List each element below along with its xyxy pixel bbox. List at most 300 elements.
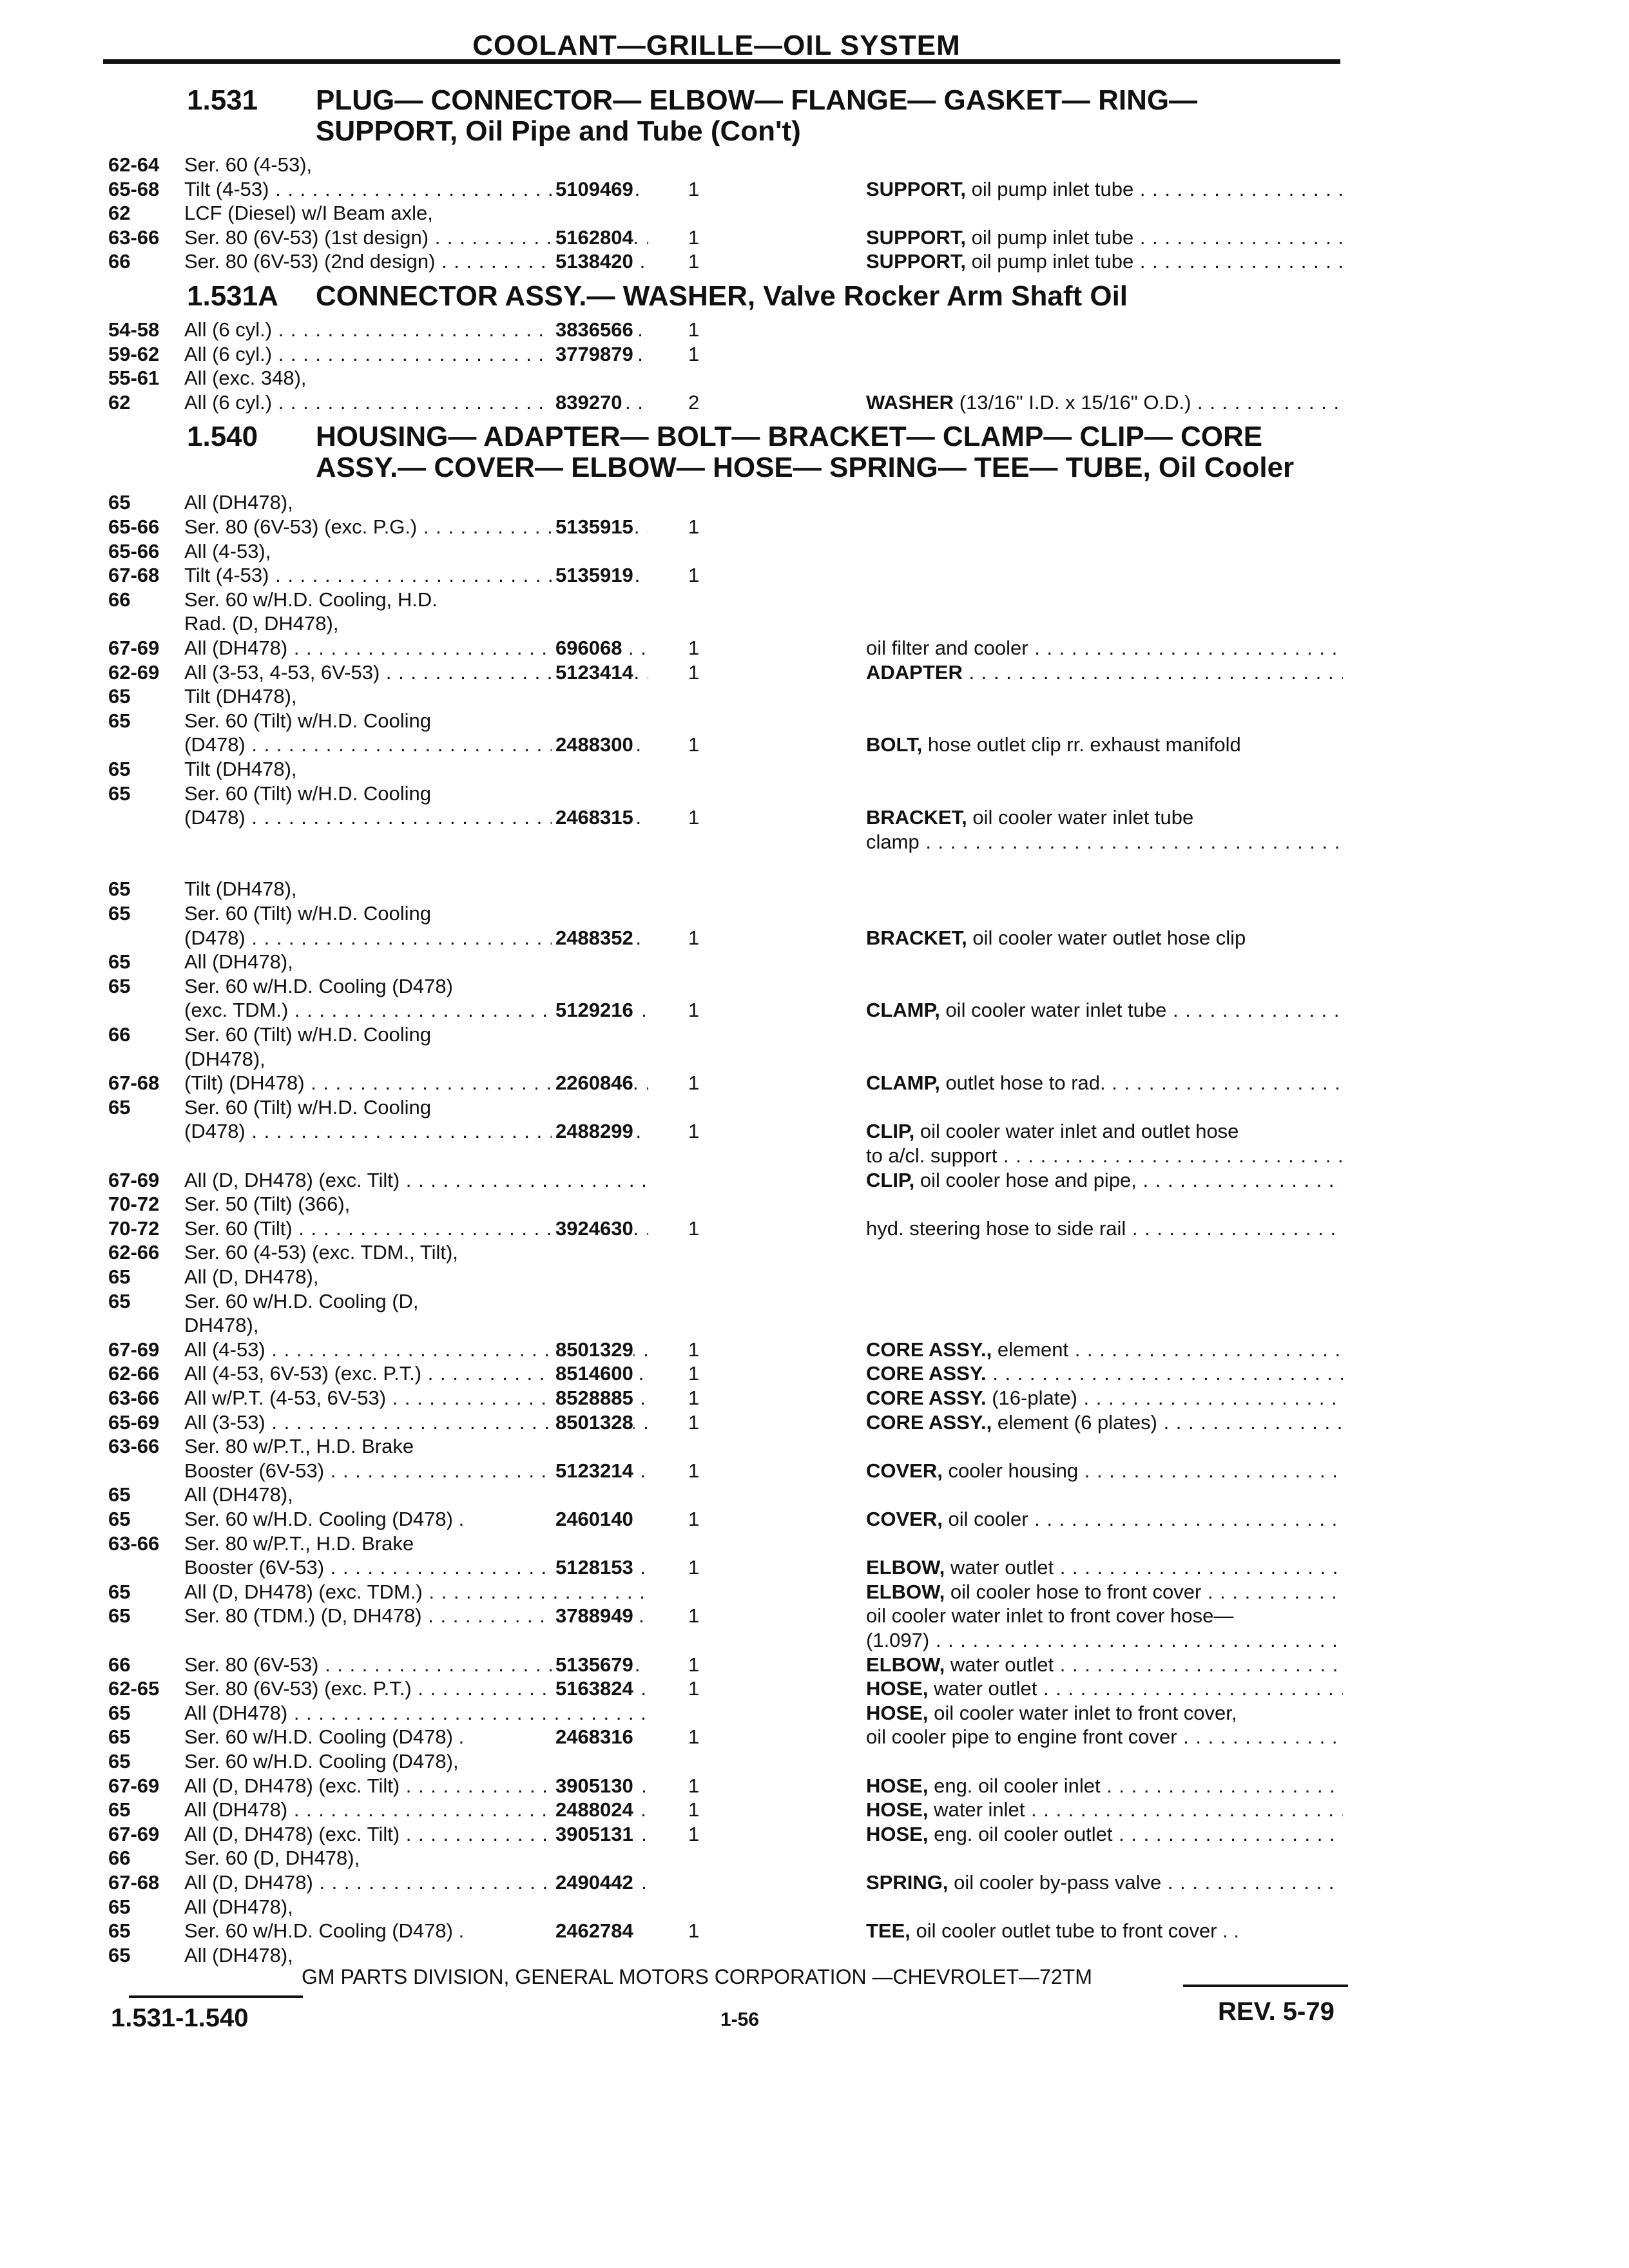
footer-revision: REV. 5-79 bbox=[1218, 1997, 1335, 2026]
description: CORE ASSY. . . . bbox=[866, 1362, 1343, 1385]
model-year: 70-72 bbox=[108, 1217, 160, 1240]
application: Ser. 60 (D, DH478), bbox=[184, 1847, 360, 1869]
model-year: 65 bbox=[108, 1798, 131, 1821]
table-row bbox=[108, 831, 1345, 854]
table-row bbox=[108, 1508, 1345, 1531]
application: All (DH478), bbox=[184, 950, 293, 973]
section-title-line1: CONNECTOR ASSY.— WASHER, Valve Rocker Arm Shaft Oil bbox=[316, 280, 1128, 312]
application: Ser. 80 (6V-53) (exc. P.G.) . . . bbox=[184, 515, 648, 539]
description: HOSE, eng. oil cooler inlet . . . bbox=[866, 1774, 1343, 1798]
application: Ser. 60 w/H.D. Cooling (D478) . bbox=[184, 1508, 465, 1530]
table-row bbox=[108, 709, 1345, 733]
model-year: 65 bbox=[108, 1265, 131, 1288]
description: CLAMP, oil cooler water inlet tube . . . bbox=[866, 999, 1343, 1022]
table-row bbox=[108, 588, 1345, 611]
model-year: 63-66 bbox=[108, 1532, 160, 1555]
table-row bbox=[108, 1919, 1345, 1943]
model-year: 67-69 bbox=[108, 1774, 160, 1797]
application: Ser. 80 (6V-53) (1st design) . . . bbox=[184, 226, 648, 249]
table-row bbox=[108, 975, 1345, 998]
table-row bbox=[108, 1896, 1345, 1919]
quantity: 1 bbox=[688, 1556, 700, 1579]
application: All (6 cyl.) . . . bbox=[184, 391, 648, 414]
part-number: 2468316 bbox=[552, 1725, 633, 1749]
application: All (DH478), bbox=[184, 491, 293, 514]
table-row bbox=[108, 612, 1345, 635]
model-year: 62-64 bbox=[108, 153, 160, 176]
table-row bbox=[108, 1774, 1345, 1798]
application: All w/P.T. (4-53, 6V-53) . . . bbox=[184, 1387, 648, 1410]
table-row bbox=[108, 1362, 1345, 1385]
part-number: 2260846 bbox=[552, 1072, 633, 1095]
application: Ser. 50 (Tilt) (366), bbox=[184, 1193, 351, 1215]
application: Ser. 60 w/H.D. Cooling (D, bbox=[184, 1290, 419, 1312]
section-number: 1.540 bbox=[187, 421, 258, 453]
quantity: 1 bbox=[688, 1362, 700, 1385]
part-number: 839270 bbox=[552, 391, 622, 414]
application: All (D, DH478), bbox=[184, 1265, 319, 1288]
footer-publisher: GM PARTS DIVISION, GENERAL MOTORS CORPORATION —CHEVROLET—72TM bbox=[302, 1965, 1092, 1988]
section-title-line1: PLUG— CONNECTOR— ELBOW— FLANGE— GASKET— RING— bbox=[316, 84, 1198, 116]
description: CORE ASSY., element (6 plates) . . . bbox=[866, 1411, 1343, 1434]
description: ADAPTER . . . bbox=[866, 661, 1343, 684]
quantity: 1 bbox=[688, 343, 700, 365]
table-row bbox=[108, 1532, 1345, 1555]
application: All (DH478), bbox=[184, 1896, 293, 1918]
application: Tilt (DH478), bbox=[184, 685, 297, 707]
application: Tilt (4-53) . . . bbox=[184, 564, 648, 587]
quantity: 1 bbox=[688, 1338, 700, 1361]
table-row bbox=[108, 1120, 1345, 1143]
description: HOSE, water inlet . . . bbox=[866, 1798, 1343, 1821]
section-title-line2: ASSY.— COVER— ELBOW— HOSE— SPRING— TEE— TUBE, Oil Cooler bbox=[316, 452, 1295, 484]
model-year: 62-69 bbox=[108, 661, 160, 684]
application: Tilt (DH478), bbox=[184, 758, 297, 780]
table-row bbox=[108, 1265, 1345, 1289]
part-number: 8528885 bbox=[552, 1387, 633, 1410]
part-number: 5123414 bbox=[552, 661, 633, 684]
part-number: 3905130 bbox=[552, 1774, 633, 1798]
part-number: 5138420 bbox=[552, 250, 633, 273]
application: Booster (6V-53) . . . bbox=[184, 1556, 648, 1579]
model-year: 65 bbox=[108, 975, 131, 997]
description: SUPPORT, oil pump inlet tube . . . bbox=[866, 250, 1343, 273]
table-row bbox=[108, 637, 1345, 660]
description: SPRING, oil cooler by-pass valve . . . bbox=[866, 1871, 1343, 1894]
model-year: 55-61 bbox=[108, 367, 160, 389]
table-row bbox=[108, 1581, 1345, 1604]
description: SUPPORT, oil pump inlet tube . . . bbox=[866, 178, 1343, 201]
application: Tilt (DH478), bbox=[184, 878, 297, 900]
table-row bbox=[108, 1871, 1345, 1894]
table-row bbox=[108, 1314, 1345, 1337]
description: (1.097) . . . bbox=[866, 1629, 1343, 1652]
table-row bbox=[108, 1290, 1345, 1313]
description: ELBOW, water outlet . . . bbox=[866, 1653, 1343, 1677]
model-year: 67-68 bbox=[108, 564, 160, 586]
model-year: 65 bbox=[108, 1483, 131, 1506]
application: Ser. 60 (4-53), bbox=[184, 153, 313, 176]
application: Ser. 60 (Tilt) w/H.D. Cooling bbox=[184, 902, 432, 925]
description: HOSE, oil cooler water inlet to front cover, bbox=[866, 1702, 1237, 1724]
part-number: 5163824 bbox=[552, 1677, 633, 1700]
description: BOLT, hose outlet clip rr. exhaust manifold bbox=[866, 733, 1241, 756]
application: (DH478), bbox=[184, 1048, 265, 1070]
part-number: 2462784 bbox=[552, 1919, 633, 1943]
section-title-line1: HOUSING— ADAPTER— BOLT— BRACKET— CLAMP— CLIP— CORE bbox=[316, 421, 1263, 453]
table-row bbox=[108, 1072, 1345, 1095]
model-year: 63-66 bbox=[108, 1435, 160, 1457]
table-row bbox=[108, 1217, 1345, 1240]
table-row bbox=[108, 902, 1345, 925]
application: All (6 cyl.) . . . bbox=[184, 318, 648, 341]
table-row bbox=[108, 1725, 1345, 1749]
part-number: 2468315 bbox=[552, 806, 633, 829]
application: Booster (6V-53) . . . bbox=[184, 1459, 648, 1483]
table-row bbox=[108, 950, 1345, 974]
part-number: 8501329 bbox=[552, 1338, 633, 1361]
table-row bbox=[108, 878, 1345, 901]
section-heading-s1531 bbox=[187, 85, 1197, 147]
table-row bbox=[108, 1677, 1345, 1700]
table-row bbox=[108, 685, 1345, 708]
part-number: 3788949 bbox=[552, 1604, 633, 1628]
application: All (3-53) . . . bbox=[184, 1411, 648, 1434]
table-row bbox=[108, 1193, 1345, 1216]
quantity: 1 bbox=[688, 733, 700, 756]
application: Ser. 60 (Tilt) w/H.D. Cooling bbox=[184, 709, 432, 732]
quantity: 1 bbox=[688, 927, 700, 949]
description: CLIP, oil cooler water inlet and outlet hose bbox=[866, 1120, 1239, 1142]
part-number: 2488299 bbox=[552, 1120, 633, 1143]
model-year: 65 bbox=[108, 1896, 131, 1918]
table-row bbox=[108, 1435, 1345, 1458]
model-year: 62 bbox=[108, 202, 131, 224]
footer-page-number: 1-56 bbox=[720, 2009, 760, 2030]
table-row bbox=[108, 1096, 1345, 1119]
model-year: 65 bbox=[108, 1919, 131, 1942]
description: COVER, cooler housing . . . bbox=[866, 1459, 1343, 1483]
model-year: 65 bbox=[108, 902, 131, 925]
application: All (D, DH478) (exc. TDM.) . . . bbox=[184, 1581, 648, 1604]
quantity: 1 bbox=[688, 806, 700, 829]
part-number: 2490442 bbox=[552, 1871, 633, 1894]
model-year: 66 bbox=[108, 1653, 131, 1676]
description: COVER, oil cooler . . . bbox=[866, 1508, 1343, 1531]
application: Ser. 60 (Tilt) w/H.D. Cooling bbox=[184, 1023, 432, 1046]
quantity: 1 bbox=[688, 661, 700, 684]
description: BRACKET, oil cooler water inlet tube bbox=[866, 806, 1194, 829]
model-year: 65 bbox=[108, 1604, 131, 1627]
model-year: 65 bbox=[108, 1944, 131, 1966]
part-number: 696068 bbox=[552, 637, 622, 660]
quantity: 1 bbox=[688, 999, 700, 1021]
table-row bbox=[108, 1629, 1345, 1652]
application: DH478), bbox=[184, 1314, 259, 1336]
description: oil cooler pipe to engine front cover . . . bbox=[866, 1725, 1343, 1749]
table-row bbox=[108, 564, 1345, 587]
model-year: 65 bbox=[108, 1290, 131, 1312]
table-row bbox=[108, 1823, 1345, 1846]
application: All (DH478) . . . bbox=[184, 1798, 648, 1821]
table-row bbox=[108, 318, 1345, 341]
part-number: 3779879 bbox=[552, 343, 633, 366]
model-year: 65 bbox=[108, 491, 131, 514]
quantity: 1 bbox=[688, 1919, 700, 1942]
application: Ser. 80 (TDM.) (D, DH478) . . . bbox=[184, 1604, 648, 1628]
quantity: 1 bbox=[688, 1677, 700, 1700]
model-year: 67-68 bbox=[108, 1871, 160, 1894]
quantity: 1 bbox=[688, 1120, 700, 1142]
model-year: 65 bbox=[108, 782, 131, 805]
quantity: 1 bbox=[688, 1217, 700, 1240]
application: Ser. 80 w/P.T., H.D. Brake bbox=[184, 1532, 414, 1555]
description: CORE ASSY., element . . . bbox=[866, 1338, 1343, 1361]
application: Ser. 80 (6V-53) (2nd design) . . . bbox=[184, 250, 648, 273]
table-row bbox=[108, 733, 1345, 756]
model-year: 65 bbox=[108, 1702, 131, 1724]
model-year: 65 bbox=[108, 950, 131, 973]
part-number: 8501328 bbox=[552, 1411, 633, 1434]
part-number: 3836566 bbox=[552, 318, 633, 341]
application: LCF (Diesel) w/I Beam axle, bbox=[184, 202, 433, 224]
application: (D478) . . . bbox=[184, 927, 648, 950]
table-row bbox=[108, 250, 1345, 273]
part-number: 5135679 bbox=[552, 1653, 633, 1677]
application: (Tilt) (DH478) . . . bbox=[184, 1072, 648, 1095]
description: HOSE, water outlet . . . bbox=[866, 1677, 1343, 1700]
description: WASHER (13/16" I.D. x 15/16" O.D.) . . . bbox=[866, 391, 1343, 414]
quantity: 1 bbox=[688, 1823, 700, 1845]
model-year: 66 bbox=[108, 1023, 131, 1046]
quantity: 1 bbox=[688, 1774, 700, 1797]
model-year: 65 bbox=[108, 878, 131, 900]
description: ELBOW, water outlet . . . bbox=[866, 1556, 1343, 1579]
table-row bbox=[108, 927, 1345, 950]
model-year: 65-68 bbox=[108, 178, 160, 200]
application: All (D, DH478) . . . bbox=[184, 1871, 648, 1894]
quantity: 2 bbox=[688, 391, 700, 414]
model-year: 62 bbox=[108, 391, 131, 414]
application: Ser. 80 (6V-53) (exc. P.T.) . . . bbox=[184, 1677, 648, 1700]
table-row bbox=[108, 1169, 1345, 1192]
quantity: 1 bbox=[688, 515, 700, 538]
table-row bbox=[108, 1048, 1345, 1071]
application: (D478) . . . bbox=[184, 1120, 648, 1143]
table-row bbox=[108, 1604, 1345, 1628]
part-number: 5135919 bbox=[552, 564, 633, 587]
part-number: 5129216 bbox=[552, 999, 633, 1022]
part-number: 3905131 bbox=[552, 1823, 633, 1846]
description: ELBOW, oil cooler hose to front cover . . . bbox=[866, 1581, 1343, 1604]
description: oil cooler water inlet to front cover hose— bbox=[866, 1604, 1234, 1627]
section-heading-s1540 bbox=[187, 421, 1294, 483]
table-row bbox=[108, 540, 1345, 563]
table-row bbox=[108, 1241, 1345, 1264]
part-number: 8514600 bbox=[552, 1362, 633, 1385]
application: Ser. 60 w/H.D. Cooling (D478) . bbox=[184, 1919, 465, 1942]
model-year: 65 bbox=[108, 1750, 131, 1773]
application: Ser. 60 w/H.D. Cooling (D478) bbox=[184, 975, 453, 997]
application: All (DH478), bbox=[184, 1483, 293, 1506]
description: clamp . . . bbox=[866, 831, 1343, 854]
table-row bbox=[108, 515, 1345, 539]
footer-rule-left bbox=[129, 1995, 303, 1998]
application: All (DH478), bbox=[184, 1944, 293, 1966]
quantity: 1 bbox=[688, 178, 700, 200]
quantity: 1 bbox=[688, 1798, 700, 1821]
quantity: 1 bbox=[688, 1508, 700, 1530]
part-number: 3924630 bbox=[552, 1217, 633, 1240]
model-year: 62-66 bbox=[108, 1362, 160, 1385]
description: CLIP, oil cooler hose and pipe, . . . bbox=[866, 1169, 1343, 1192]
description: oil filter and cooler . . . bbox=[866, 637, 1343, 660]
part-number: 5128153 bbox=[552, 1556, 633, 1579]
table-row bbox=[108, 202, 1345, 225]
table-row bbox=[108, 1338, 1345, 1361]
table-row bbox=[108, 1798, 1345, 1821]
header-rule bbox=[103, 59, 1340, 64]
description: CORE ASSY. (16-plate) . . . bbox=[866, 1387, 1343, 1410]
section-heading-s1531a bbox=[187, 281, 1128, 312]
part-number: 2488024 bbox=[552, 1798, 633, 1821]
table-row bbox=[108, 178, 1345, 201]
quantity: 1 bbox=[688, 1604, 700, 1627]
application: Ser. 60 (Tilt) . . . bbox=[184, 1217, 648, 1240]
application: All (4-53) . . . bbox=[184, 1338, 648, 1361]
part-number: 2488300 bbox=[552, 733, 633, 756]
application: All (D, DH478) (exc. Tilt) . . . bbox=[184, 1774, 648, 1798]
model-year: 65 bbox=[108, 1096, 131, 1119]
footer-rule-right bbox=[1183, 1984, 1348, 1987]
application: Ser. 60 (Tilt) w/H.D. Cooling bbox=[184, 782, 432, 805]
part-number: 5123214 bbox=[552, 1459, 633, 1483]
quantity: 1 bbox=[688, 1072, 700, 1094]
table-row bbox=[108, 1944, 1345, 1967]
description: to a/cl. support . . . bbox=[866, 1144, 1343, 1168]
table-row bbox=[108, 226, 1345, 249]
part-number: 5109469 bbox=[552, 178, 633, 201]
table-row bbox=[108, 1144, 1345, 1168]
model-year: 59-62 bbox=[108, 343, 160, 365]
part-number: 5135915 bbox=[552, 515, 633, 539]
section-title-line2: SUPPORT, Oil Pipe and Tube (Con't) bbox=[316, 115, 801, 147]
model-year: 65-69 bbox=[108, 1411, 160, 1434]
application: Ser. 60 w/H.D. Cooling (D478) . bbox=[184, 1725, 465, 1748]
application: All (4-53, 6V-53) (exc. P.T.) . . . bbox=[184, 1362, 648, 1385]
model-year: 65 bbox=[108, 709, 131, 732]
model-year: 54-58 bbox=[108, 318, 160, 341]
model-year: 67-69 bbox=[108, 1823, 160, 1845]
application: All (DH478) . . . bbox=[184, 1702, 648, 1725]
table-row bbox=[108, 999, 1345, 1022]
section-number: 1.531A bbox=[187, 280, 278, 312]
quantity: 1 bbox=[688, 1653, 700, 1676]
application: All (DH478) . . . bbox=[184, 637, 648, 660]
quantity: 1 bbox=[688, 1411, 700, 1434]
model-year: 66 bbox=[108, 1847, 131, 1869]
model-year: 63-66 bbox=[108, 1387, 160, 1409]
description: SUPPORT, oil pump inlet tube . . . bbox=[866, 226, 1343, 249]
quantity: 1 bbox=[688, 1387, 700, 1409]
page-header: COOLANT—GRILLE—OIL SYSTEM bbox=[472, 30, 961, 61]
table-row bbox=[108, 367, 1345, 390]
application: Ser. 80 w/P.T., H.D. Brake bbox=[184, 1435, 414, 1457]
model-year: 70-72 bbox=[108, 1193, 160, 1215]
application: All (D, DH478) (exc. Tilt) . . . bbox=[184, 1169, 648, 1192]
application: Ser. 60 w/H.D. Cooling (D478), bbox=[184, 1750, 459, 1773]
description: hyd. steering hose to side rail . . . bbox=[866, 1217, 1343, 1240]
application: (D478) . . . bbox=[184, 806, 648, 829]
description: HOSE, eng. oil cooler outlet . . . bbox=[866, 1823, 1343, 1846]
model-year: 65-66 bbox=[108, 540, 160, 562]
quantity: 1 bbox=[688, 318, 700, 341]
table-row bbox=[108, 153, 1345, 177]
model-year: 67-69 bbox=[108, 1338, 160, 1361]
model-year: 66 bbox=[108, 588, 131, 611]
quantity: 1 bbox=[688, 226, 700, 249]
model-year: 67-69 bbox=[108, 637, 160, 659]
model-year: 65 bbox=[108, 685, 131, 707]
quantity: 1 bbox=[688, 250, 700, 273]
table-row bbox=[108, 1387, 1345, 1410]
description: BRACKET, oil cooler water outlet hose clip bbox=[866, 927, 1246, 949]
model-year: 67-68 bbox=[108, 1072, 160, 1094]
table-row bbox=[108, 1459, 1345, 1483]
application: All (4-53), bbox=[184, 540, 271, 562]
application: Tilt (4-53) . . . bbox=[184, 178, 648, 201]
table-row bbox=[108, 491, 1345, 514]
quantity: 1 bbox=[688, 1725, 700, 1748]
quantity: 1 bbox=[688, 637, 700, 659]
table-row bbox=[108, 1483, 1345, 1506]
application: All (3-53, 4-53, 6V-53) . . . bbox=[184, 661, 648, 684]
application: (exc. TDM.) . . . bbox=[184, 999, 648, 1022]
table-row bbox=[108, 1847, 1345, 1870]
application: Ser. 60 (Tilt) w/H.D. Cooling bbox=[184, 1096, 432, 1119]
model-year: 67-69 bbox=[108, 1169, 160, 1191]
application: Rad. (D, DH478), bbox=[184, 612, 339, 635]
table-row bbox=[108, 391, 1345, 414]
model-year: 62-66 bbox=[108, 1241, 160, 1264]
model-year: 65-66 bbox=[108, 515, 160, 538]
table-row bbox=[108, 782, 1345, 805]
application: All (exc. 348), bbox=[184, 367, 307, 389]
footer-section-range: 1.531-1.540 bbox=[111, 2004, 249, 2032]
model-year: 63-66 bbox=[108, 226, 160, 249]
application: All (D, DH478) (exc. Tilt) . . . bbox=[184, 1823, 648, 1846]
table-row bbox=[108, 1023, 1345, 1046]
quantity: 1 bbox=[688, 564, 700, 586]
table-row bbox=[108, 661, 1345, 684]
model-year: 65 bbox=[108, 758, 131, 780]
application: (D478) . . . bbox=[184, 733, 648, 756]
model-year: 65 bbox=[108, 1508, 131, 1530]
model-year: 62-65 bbox=[108, 1677, 160, 1700]
quantity: 1 bbox=[688, 1459, 700, 1482]
table-row bbox=[108, 343, 1345, 366]
application: Ser. 80 (6V-53) . . . bbox=[184, 1653, 648, 1677]
table-row bbox=[108, 806, 1345, 829]
description: TEE, oil cooler outlet tube to front cover . . bbox=[866, 1919, 1239, 1942]
table-row bbox=[108, 758, 1345, 781]
part-number: 2460140 bbox=[552, 1508, 633, 1531]
table-row bbox=[108, 1653, 1345, 1677]
description: CLAMP, outlet hose to rad. . . . bbox=[866, 1072, 1343, 1095]
model-year: 65 bbox=[108, 1581, 131, 1603]
table-row bbox=[108, 1556, 1345, 1579]
part-number: 5162804 bbox=[552, 226, 633, 249]
